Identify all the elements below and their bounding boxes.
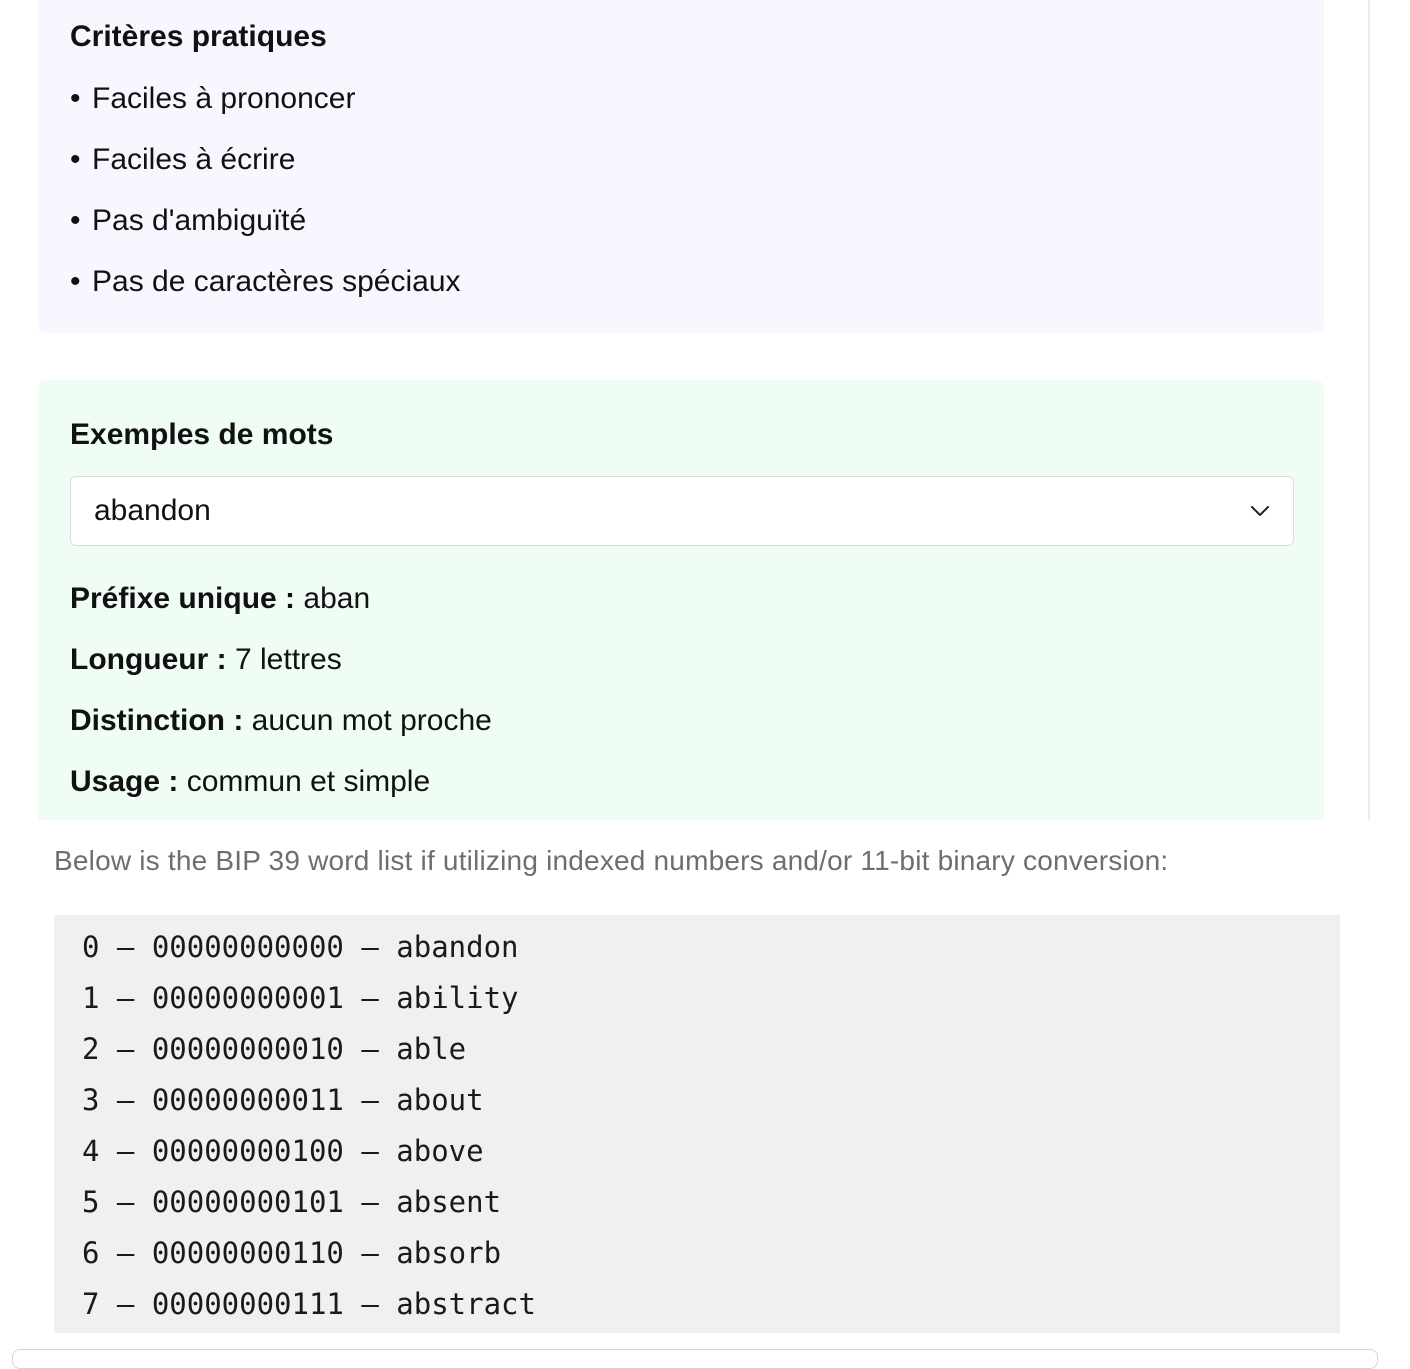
code-line: 4 – 00000000100 – above — [82, 1134, 484, 1168]
list-item — [70, 263, 1324, 324]
detail-key: Usage : — [70, 765, 179, 798]
code-line: 3 – 00000000011 – about — [82, 1083, 484, 1117]
detail-key: Longueur : — [70, 643, 227, 676]
detail-row-usage — [70, 763, 1324, 824]
detail-key: Préfixe unique : — [70, 582, 296, 615]
criteria-item-label: Faciles à écrire — [92, 143, 296, 176]
code-line: 6 – 00000000110 – absorb — [82, 1236, 502, 1270]
bullet-icon: • — [70, 265, 81, 298]
detail-value: commun et simple — [186, 765, 431, 798]
list-item — [70, 141, 1324, 202]
detail-row-length — [70, 641, 1324, 702]
criteria-list — [70, 80, 1324, 324]
detail-key: Distinction : — [70, 704, 244, 737]
word-select[interactable] — [70, 476, 1294, 546]
examples-title: Exemples de mots — [70, 418, 334, 451]
word-list-code-block — [54, 915, 1340, 1333]
bullet-icon: • — [70, 82, 81, 115]
word-list-intro: Below is the BIP 39 word list if utilizing indexed numbers and/or 11-bit binary conversion: — [54, 845, 1169, 876]
code-line: 7 – 00000000111 – abstract — [82, 1287, 536, 1321]
criteria-title: Critères pratiques — [70, 20, 327, 53]
criteria-item-label: Pas d'ambiguïté — [92, 204, 307, 237]
scrollbar-track[interactable] — [1368, 0, 1370, 820]
code-line: 0 – 00000000000 – abandon — [82, 930, 519, 964]
detail-value: aucun mot proche — [251, 704, 492, 737]
examples-card — [38, 380, 1324, 820]
code-line: 2 – 00000000010 – able — [82, 1032, 467, 1066]
detail-value: aban — [303, 582, 371, 615]
detail-row-prefix — [70, 580, 1324, 641]
word-details — [70, 580, 1324, 824]
detail-value: 7 lettres — [234, 643, 342, 676]
bullet-icon: • — [70, 143, 81, 176]
criteria-card — [38, 0, 1324, 333]
criteria-item-label: Faciles à prononcer — [92, 82, 356, 115]
chevron-down-icon — [1249, 504, 1271, 518]
code-line: 1 – 00000000001 – ability — [82, 981, 519, 1015]
bullet-icon: • — [70, 204, 81, 237]
criteria-item-label: Pas de caractères spéciaux — [92, 265, 461, 298]
list-item — [70, 80, 1324, 141]
bottom-input-field[interactable] — [12, 1349, 1378, 1369]
word-select-value: abandon — [94, 494, 211, 527]
list-item — [70, 202, 1324, 263]
detail-row-distinction — [70, 702, 1324, 763]
code-line: 5 – 00000000101 – absent — [82, 1185, 502, 1219]
